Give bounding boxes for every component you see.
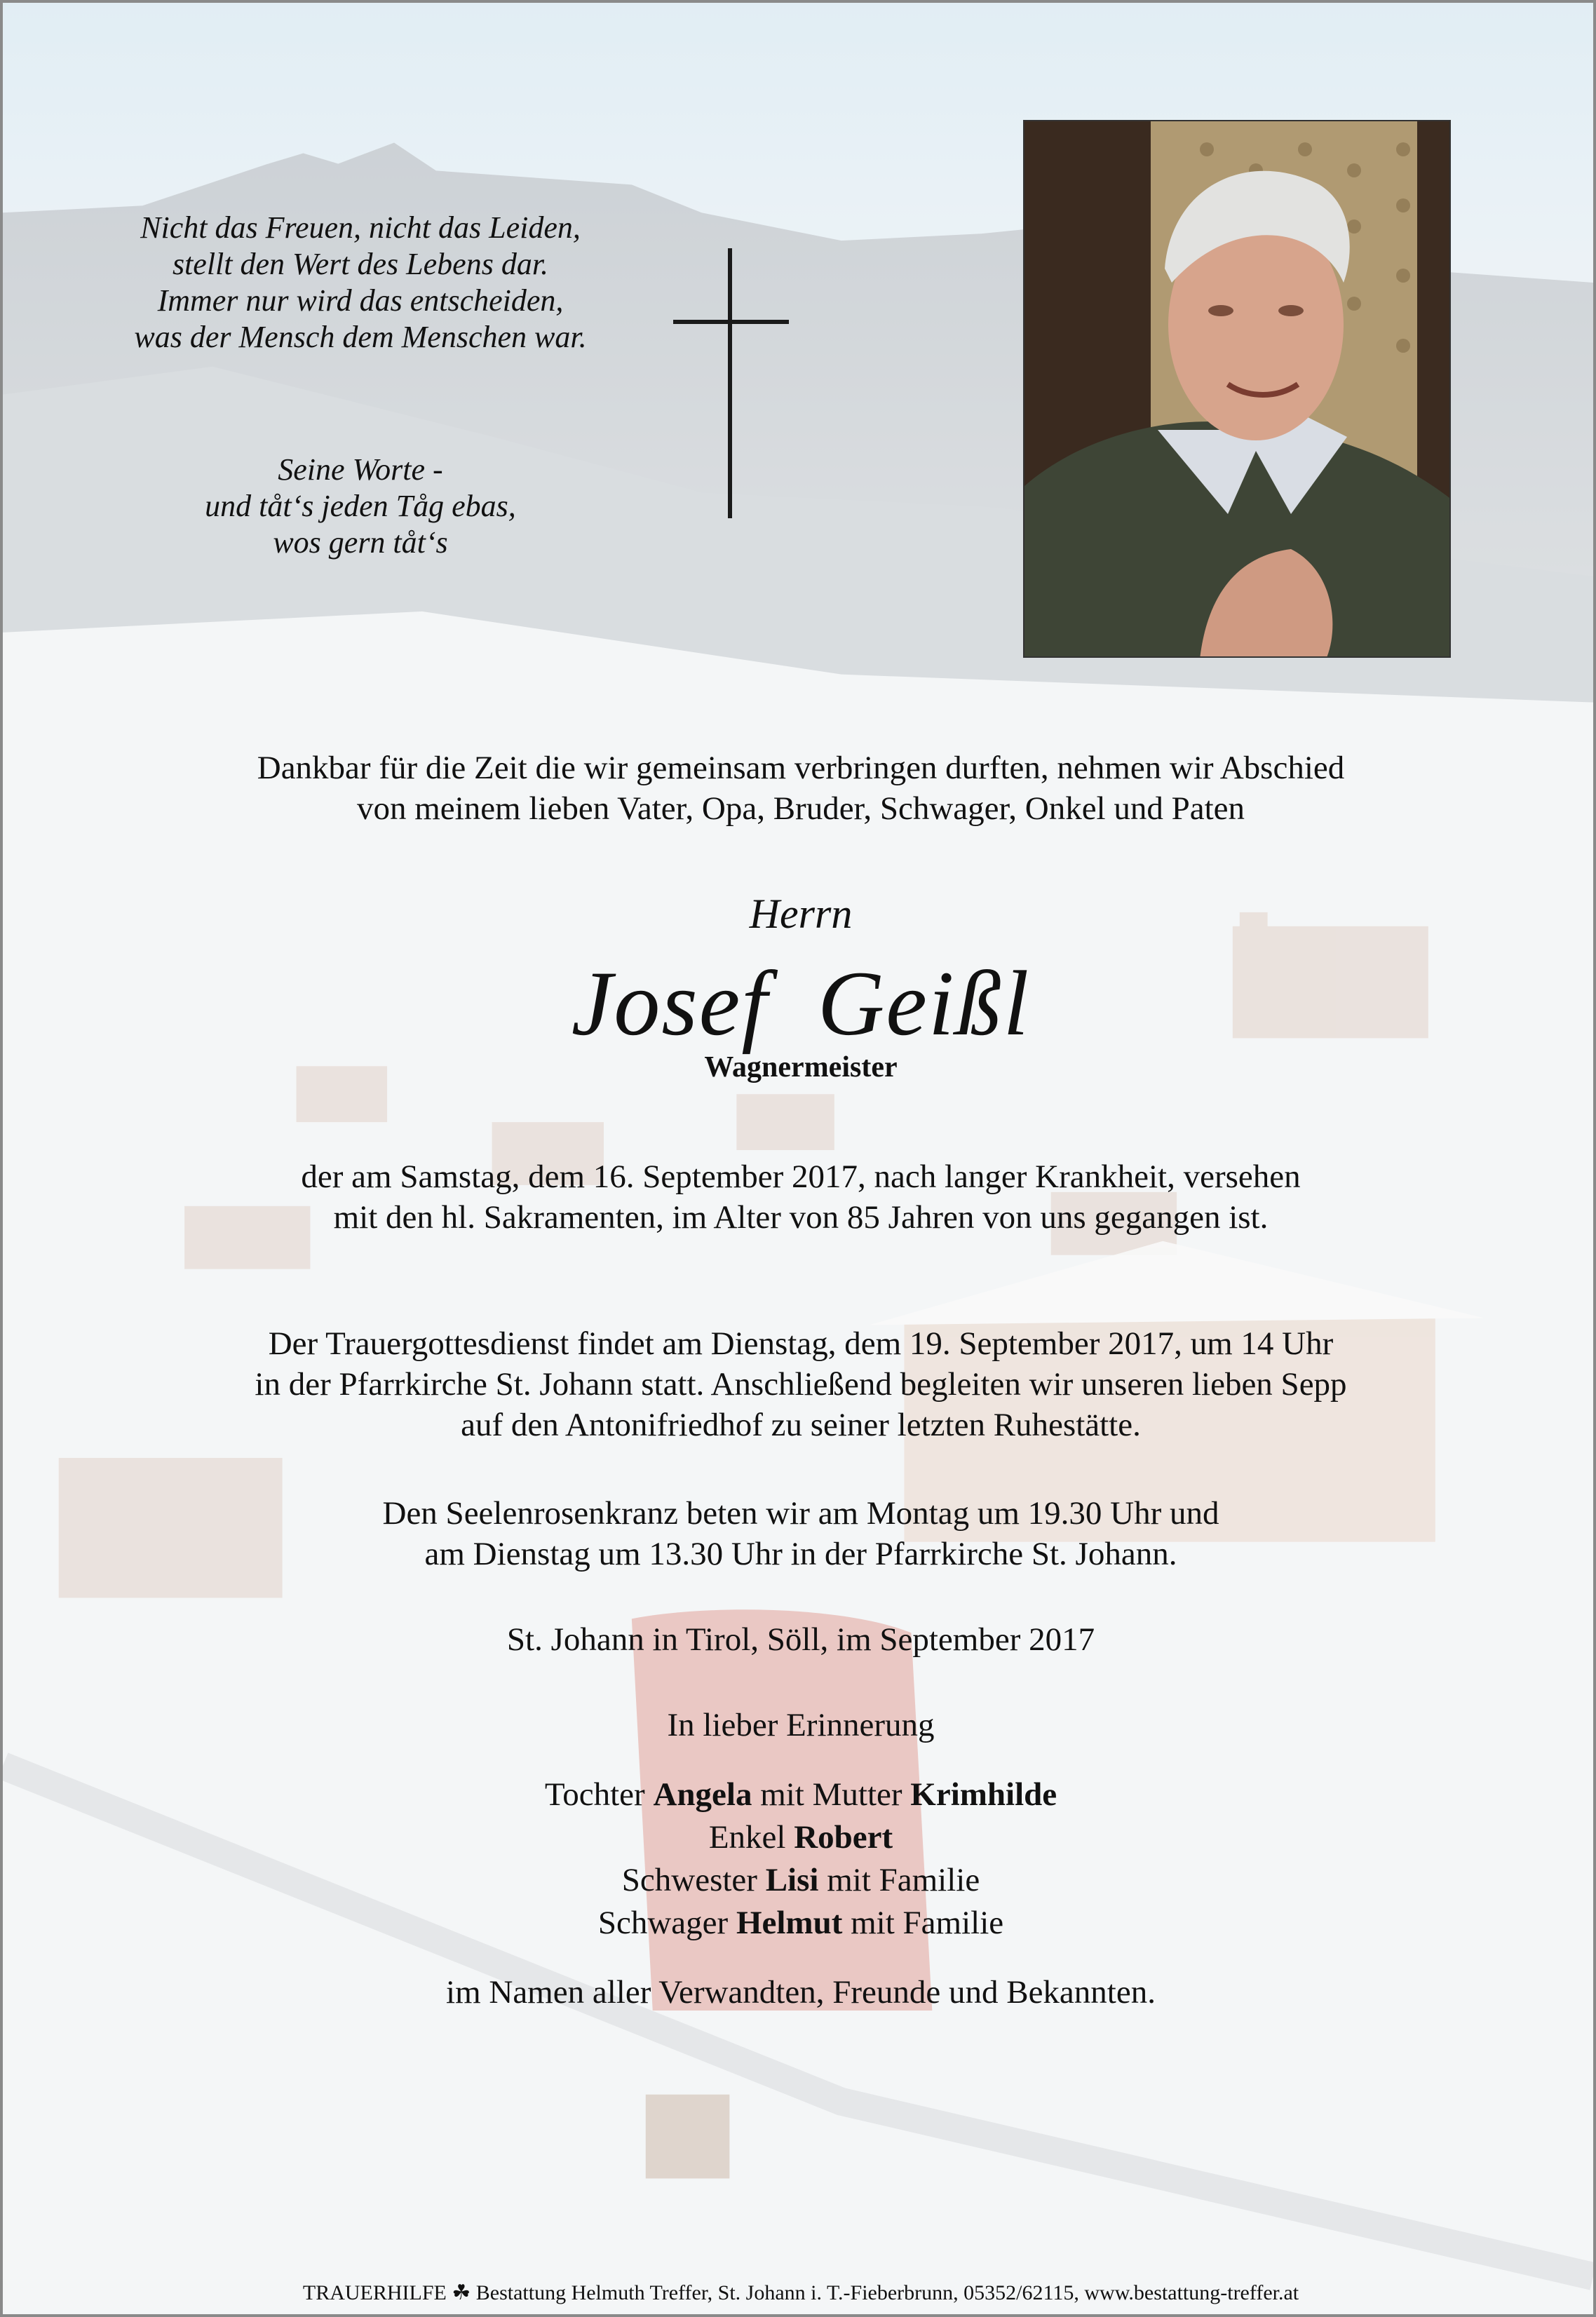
poem-line: Immer nur wird das entscheiden,: [157, 283, 564, 318]
funeral-line: in der Pfarrkirche St. Johann statt. Anschließend begleiten wir unseren lieben Sepp: [255, 1366, 1347, 1403]
saying-line: und tåt‘s jeden Tåg ebas,: [205, 489, 516, 523]
closing-line: im Namen aller Verwandten, Freunde und Bekannten.: [446, 1974, 1156, 2011]
rosary-info: [3, 1493, 1596, 1574]
saying-line: Seine Worte -: [278, 452, 443, 487]
deceased-name: Josef Geißl: [571, 952, 1031, 1055]
remembrance-line: In lieber Erinnerung: [667, 1707, 935, 1743]
mourner-line: [3, 1902, 1596, 1945]
honorific: Herrn: [749, 891, 853, 937]
mourner-name: Krimhilde: [910, 1776, 1057, 1813]
funeral-line: auf den Antonifriedhof zu seiner letzten Ruhestätte.: [461, 1407, 1141, 1443]
mourner-relation: mit Familie: [818, 1862, 980, 1898]
poem-line: was der Mensch dem Menschen war.: [134, 320, 587, 354]
rosary-line: Den Seelenrosenkranz beten wir am Montag um 19.30 Uhr und: [382, 1495, 1219, 1532]
death-notice-line: der am Samstag, dem 16. September 2017, nach langer Krankheit, versehen: [301, 1158, 1301, 1195]
cross-horizontal-bar: [673, 320, 789, 324]
mourner-name: Lisi: [765, 1862, 819, 1898]
mourner-name: Helmut: [736, 1905, 843, 1941]
funeral-info: [3, 1323, 1596, 1445]
mourner-relation: Schwester: [621, 1862, 766, 1898]
mourner-relation: Tochter: [544, 1776, 654, 1813]
mourner-line: [3, 1859, 1596, 1902]
mourner-relation: Schwager: [597, 1905, 736, 1941]
mourner-relation: Enkel: [708, 1819, 794, 1856]
portrait-illustration: [1024, 121, 1451, 658]
mourner-line: [3, 1774, 1596, 1816]
mourner-relation: mit Familie: [842, 1905, 1004, 1941]
funeral-line: Der Trauergottesdienst findet am Dienstag, dem 19. September 2017, um 14 Uhr: [268, 1325, 1334, 1362]
place-date: St. Johann in Tirol, Söll, im September 2017: [506, 1621, 1095, 1658]
poem-line: stellt den Wert des Lebens dar.: [172, 247, 549, 281]
death-notice-line: mit den hl. Sakramenten, im Alter von 85 Jahren von uns gegangen ist.: [333, 1199, 1269, 1236]
portrait-photo: [1023, 120, 1451, 658]
mourner-name: Angela: [653, 1776, 752, 1813]
death-notice: [3, 1156, 1596, 1238]
intro-text: [3, 748, 1596, 829]
rosary-line: am Dienstag um 13.30 Uhr in der Pfarrkirche St. Johann.: [424, 1536, 1177, 1572]
mourner-name: Robert: [794, 1819, 893, 1856]
mourner-relation: mit Mutter: [752, 1776, 911, 1813]
funeral-home-footer: TRAUERHILFE ☘ Bestattung Helmuth Treffer, St. Johann i. T.-Fieberbrunn, 05352/62115, www.bestattung-treffer.at: [302, 2281, 1299, 2304]
saying-line: wos gern tåt‘s: [273, 525, 448, 560]
mourners-list: [3, 1774, 1596, 1945]
memorial-poem: [94, 210, 627, 356]
cross-vertical-bar: [728, 248, 732, 518]
personal-saying: [94, 452, 627, 561]
occupation: Wagnermeister: [704, 1051, 898, 1083]
mourner-line: [3, 1816, 1596, 1859]
poem-line: Nicht das Freuen, nicht das Leiden,: [140, 210, 581, 245]
intro-line: von meinem lieben Vater, Opa, Bruder, Schwager, Onkel und Paten: [356, 790, 1245, 827]
intro-line: Dankbar für die Zeit die wir gemeinsam verbringen durften, nehmen wir Abschied: [257, 750, 1345, 786]
